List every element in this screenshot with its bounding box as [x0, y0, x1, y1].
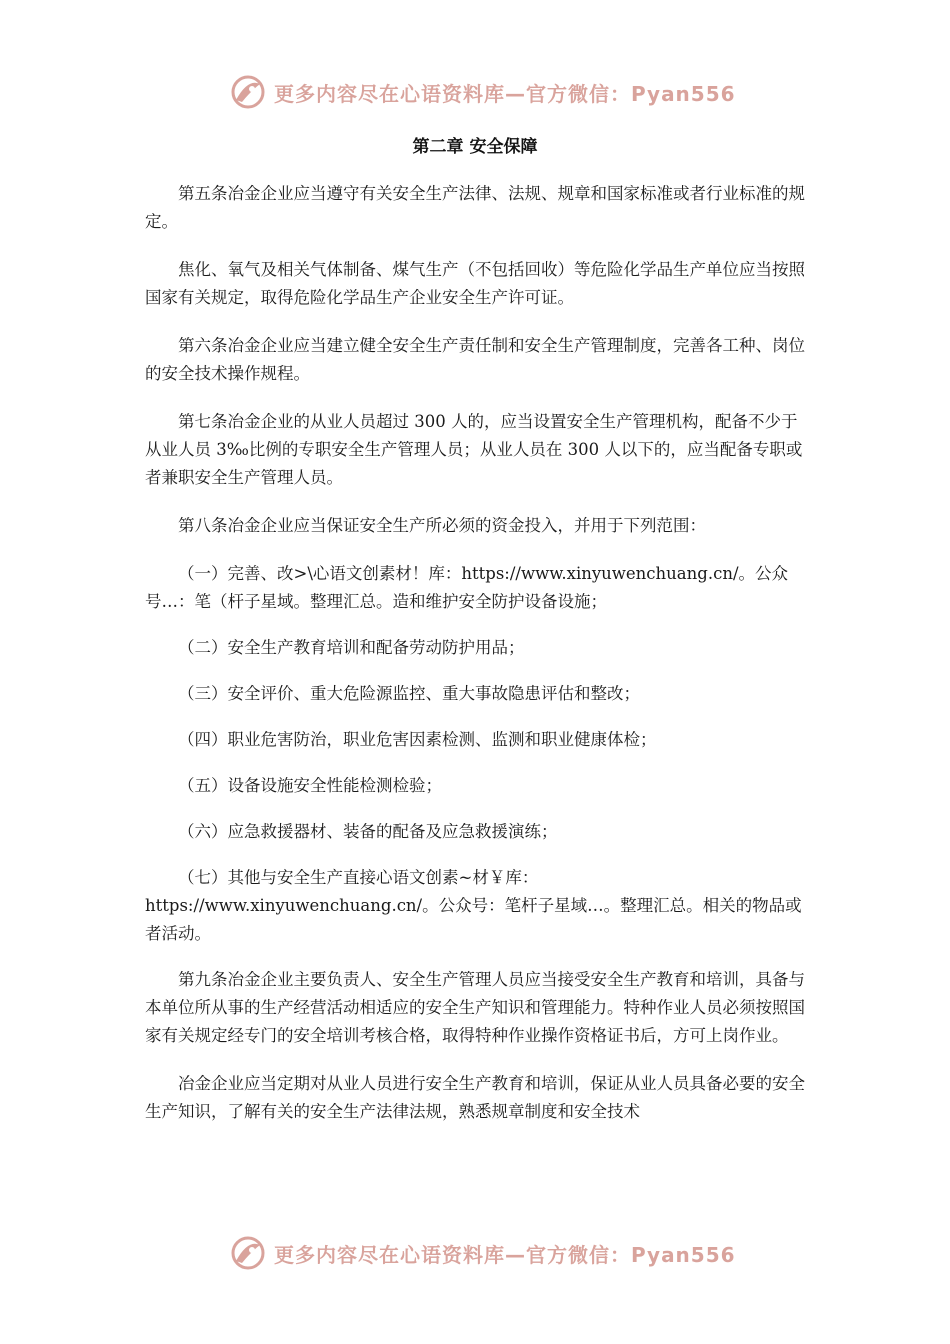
list-item-1: （一）完善、改>\心语文创素材！库：https://www.xinyuwenchuang.cn/。公众号…：笔（杆子星域。整理汇总。造和维护安全防护设备设施； [145, 564, 789, 611]
list-item-2: （二）安全生产教育培训和配备劳动防护用品； [178, 638, 525, 657]
list-item-7: （七）其他与安全生产直接心语文创素~材￥库：https://www.xinyuwenchuang.cn/。公众号：笔杆子星域…。整理汇总。相关的物品或者活动。 [145, 868, 802, 943]
footer-watermark [228, 1233, 736, 1273]
paragraph-training: 冶金企业应当定期对从业人员进行安全生产教育和培训，保证从业人员具备必要的安全生产知识，了解有关的安全生产法律法规，熟悉规章制度和安全技术 [145, 1074, 805, 1121]
list-item-6: （六）应急救援器材、装备的配备及应急救援演练； [178, 822, 558, 841]
watermark-text: 更多内容尽在心语资料库—官方微信：Pyan556 [274, 1242, 736, 1267]
paragraph-article-6: 第六条冶金企业应当建立健全安全生产责任制和安全生产管理制度，完善各工种、岗位的安全技术操作规程。 [145, 336, 805, 383]
paragraph-article-5: 第五条冶金企业应当遵守有关安全生产法律、法规、规章和国家标准或者行业标准的规定。 [145, 184, 805, 231]
list-item-4: （四）职业危害防治，职业危害因素检测、监测和职业健康体检； [178, 730, 657, 749]
list-item-5: （五）设备设施安全性能检测检验； [178, 776, 442, 795]
document-body [145, 180, 810, 1146]
watermark-text: 更多内容尽在心语资料库—官方微信：Pyan556 [274, 81, 736, 106]
chapter-title: 第二章 安全保障 [412, 137, 538, 157]
paragraph-hazchem: 焦化、氧气及相关气体制备、煤气生产（不包括回收）等危险化学品生产单位应当按照国家有关规定，取得危险化学品生产企业安全生产许可证。 [145, 260, 805, 307]
paragraph-article-7: 第七条冶金企业的从业人员超过 300 人的，应当设置安全生产管理机构，配备不少于从业人员 3‰比例的专职安全生产管理人员；从业人员在 300 人以下的，应当配备专职或者兼职安全生产管理人员。 [145, 412, 803, 487]
header-watermark [228, 72, 736, 112]
brand-logo-icon [228, 1233, 268, 1273]
list-item-3: （三）安全评价、重大危险源监控、重大事故隐患评估和整改； [178, 684, 640, 703]
brand-logo-icon [228, 72, 268, 112]
paragraph-article-9: 第九条冶金企业主要负责人、安全生产管理人员应当接受安全生产教育和培训，具备与本单位所从事的生产经营活动相适应的安全生产知识和管理能力。特种作业人员必须按照国家有关规定经专门的安全培训考核合格，取得特种作业操作资格证书后，方可上岗作业。 [145, 970, 805, 1045]
paragraph-article-8: 第八条冶金企业应当保证安全生产所必须的资金投入，并用于下列范围： [178, 516, 706, 535]
